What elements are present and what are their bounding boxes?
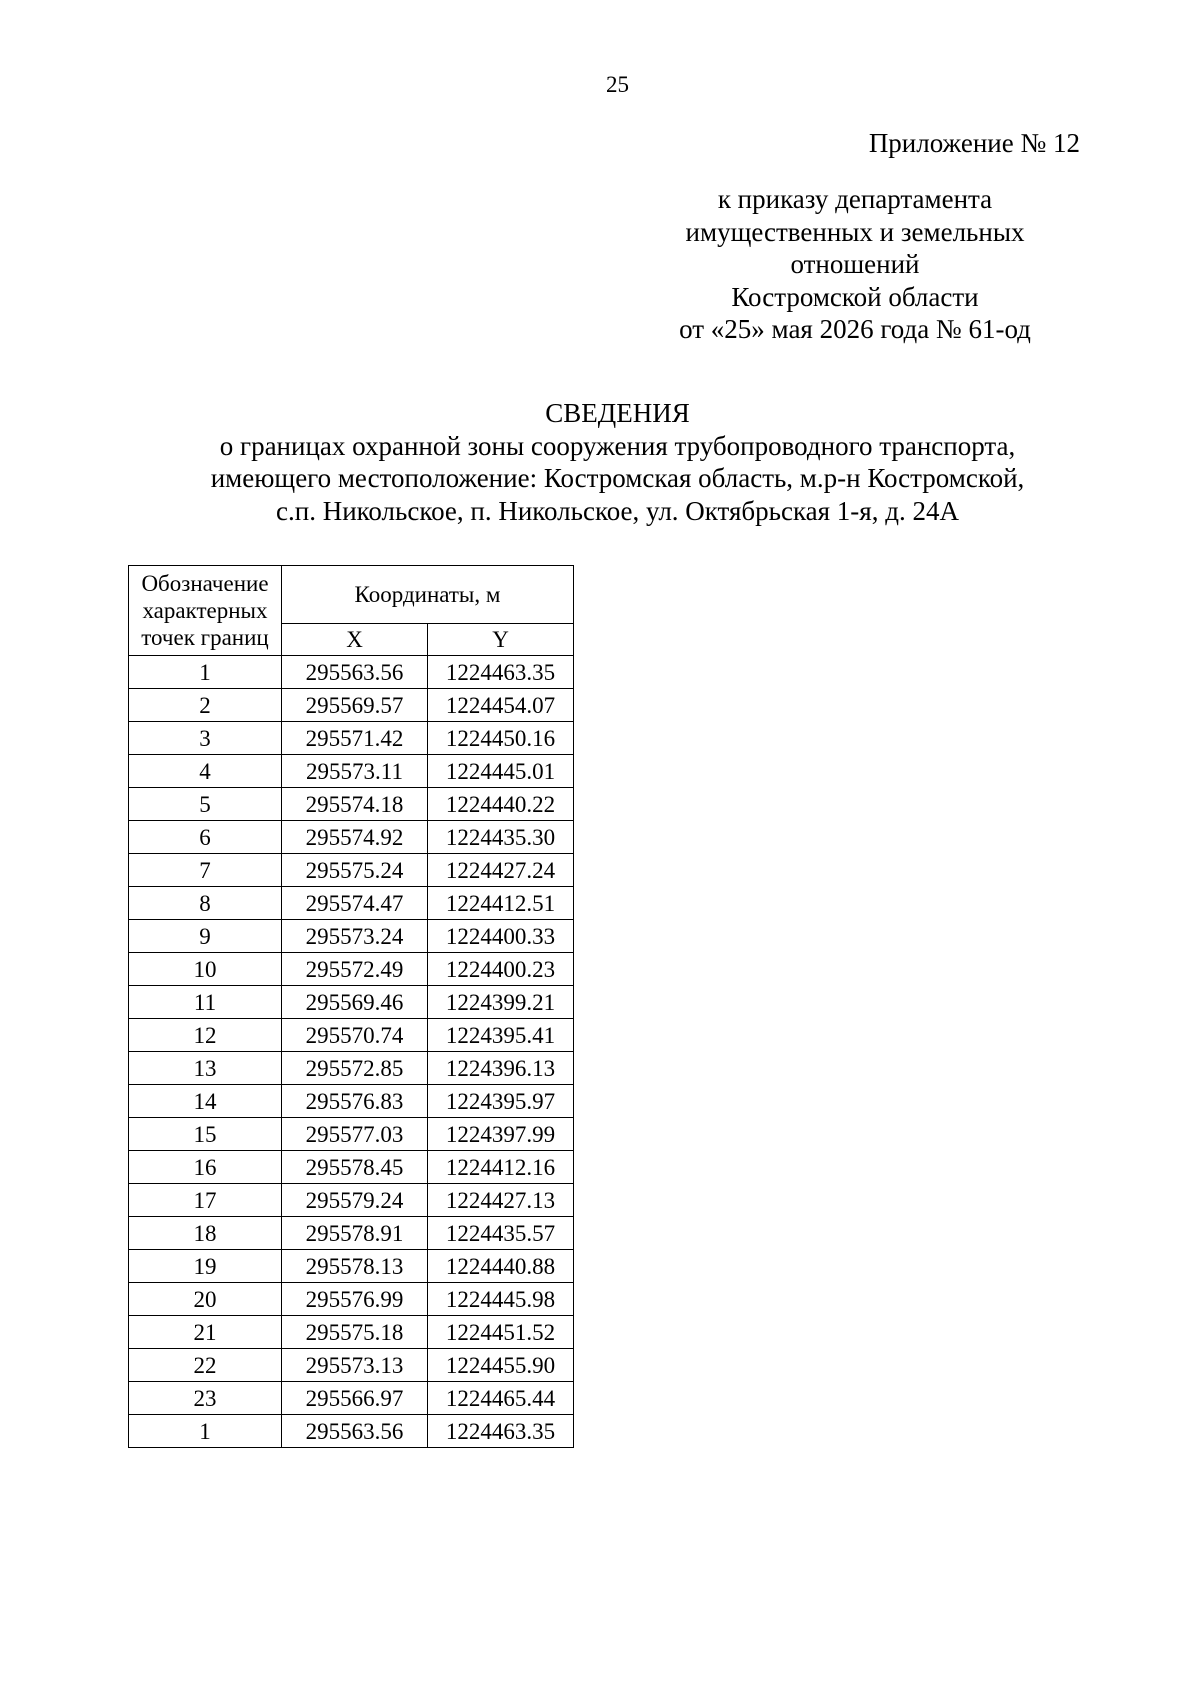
point-cell: 23 <box>129 1382 282 1415</box>
x-cell: 295573.11 <box>282 755 428 788</box>
y-cell: 1224399.21 <box>428 986 574 1019</box>
y-cell: 1224445.01 <box>428 755 574 788</box>
point-cell: 2 <box>129 689 282 722</box>
table-row <box>129 1217 574 1250</box>
point-cell: 3 <box>129 722 282 755</box>
x-cell: 295574.47 <box>282 887 428 920</box>
table-row <box>129 1085 574 1118</box>
point-cell: 11 <box>129 986 282 1019</box>
table-row <box>129 1250 574 1283</box>
header-x: X <box>282 624 428 656</box>
header-y: Y <box>428 624 574 656</box>
point-cell: 12 <box>129 1019 282 1052</box>
table-row <box>129 656 574 689</box>
y-cell: 1224400.33 <box>428 920 574 953</box>
x-cell: 295573.13 <box>282 1349 428 1382</box>
y-cell: 1224395.41 <box>428 1019 574 1052</box>
order-line: от «25» мая 2026 года № 61-од <box>679 314 1031 344</box>
table-row <box>129 1283 574 1316</box>
table-row <box>129 722 574 755</box>
y-cell: 1224427.13 <box>428 1184 574 1217</box>
coordinates-table-body <box>129 656 574 1448</box>
table-row <box>129 1184 574 1217</box>
x-cell: 295563.56 <box>282 1415 428 1448</box>
x-cell: 295574.18 <box>282 788 428 821</box>
point-cell: 19 <box>129 1250 282 1283</box>
order-line: имущественных и земельных <box>685 216 1025 247</box>
document-heading <box>0 397 1200 527</box>
table-row <box>129 1118 574 1151</box>
point-cell: 18 <box>129 1217 282 1250</box>
y-cell: 1224395.97 <box>428 1085 574 1118</box>
x-cell: 295563.56 <box>282 656 428 689</box>
table-row <box>129 953 574 986</box>
table-row <box>129 1316 574 1349</box>
y-cell: 1224463.35 <box>428 1415 574 1448</box>
table-row <box>129 986 574 1019</box>
y-cell: 1224427.24 <box>428 854 574 887</box>
x-cell: 295575.18 <box>282 1316 428 1349</box>
point-cell: 10 <box>129 953 282 986</box>
table-row <box>129 887 574 920</box>
heading-title: СВЕДЕНИЯ <box>545 398 690 428</box>
point-cell: 13 <box>129 1052 282 1085</box>
coordinates-table <box>128 565 574 1448</box>
point-cell: 5 <box>129 788 282 821</box>
table-row <box>129 920 574 953</box>
x-cell: 295578.91 <box>282 1217 428 1250</box>
header-coordinates: Координаты, м <box>282 566 574 624</box>
order-line: к приказу департамента <box>717 184 993 214</box>
y-cell: 1224412.51 <box>428 887 574 920</box>
table-row <box>129 1151 574 1184</box>
y-cell: 1224451.52 <box>428 1316 574 1349</box>
point-cell: 7 <box>129 854 282 887</box>
y-cell: 1224397.99 <box>428 1118 574 1151</box>
table-row <box>129 1019 574 1052</box>
table-row <box>129 755 574 788</box>
table-row <box>129 689 574 722</box>
x-cell: 295576.99 <box>282 1283 428 1316</box>
x-cell: 295578.13 <box>282 1250 428 1283</box>
point-cell: 20 <box>129 1283 282 1316</box>
x-cell: 295571.42 <box>282 722 428 755</box>
header-point-designation: Обозначение характерных точек границ <box>129 566 282 656</box>
y-cell: 1224445.98 <box>428 1283 574 1316</box>
x-cell: 295576.83 <box>282 1085 428 1118</box>
table-row <box>129 788 574 821</box>
point-cell: 4 <box>129 755 282 788</box>
y-cell: 1224463.35 <box>428 656 574 689</box>
point-cell: 21 <box>129 1316 282 1349</box>
y-cell: 1224412.16 <box>428 1151 574 1184</box>
order-line: Костромской области <box>731 281 979 312</box>
x-cell: 295566.97 <box>282 1382 428 1415</box>
y-cell: 1224435.30 <box>428 821 574 854</box>
y-cell: 1224435.57 <box>428 1217 574 1250</box>
y-cell: 1224450.16 <box>428 722 574 755</box>
point-cell: 1 <box>129 656 282 689</box>
x-cell: 295573.24 <box>282 920 428 953</box>
y-cell: 1224455.90 <box>428 1349 574 1382</box>
x-cell: 295572.85 <box>282 1052 428 1085</box>
y-cell: 1224454.07 <box>428 689 574 722</box>
table-row <box>129 854 574 887</box>
heading-line: о границах охранной зоны сооружения трубопроводного транспорта, <box>219 430 1016 461</box>
order-line: отношений <box>790 249 920 279</box>
order-reference <box>625 183 1085 346</box>
point-cell: 22 <box>129 1349 282 1382</box>
table-row <box>129 1052 574 1085</box>
x-cell: 295579.24 <box>282 1184 428 1217</box>
point-cell: 15 <box>129 1118 282 1151</box>
point-cell: 1 <box>129 1415 282 1448</box>
point-cell: 6 <box>129 821 282 854</box>
point-cell: 16 <box>129 1151 282 1184</box>
x-cell: 295570.74 <box>282 1019 428 1052</box>
x-cell: 295578.45 <box>282 1151 428 1184</box>
point-cell: 14 <box>129 1085 282 1118</box>
x-cell: 295575.24 <box>282 854 428 887</box>
heading-line: имеющего местоположение: Костромская область, м.р-н Костромской, <box>210 463 1025 493</box>
table-row <box>129 821 574 854</box>
point-cell: 9 <box>129 920 282 953</box>
y-cell: 1224440.88 <box>428 1250 574 1283</box>
heading-line: с.п. Никольское, п. Никольское, ул. Октябрьская 1-я, д. 24А <box>276 495 959 526</box>
page-number: 25 <box>606 72 629 97</box>
y-cell: 1224440.22 <box>428 788 574 821</box>
x-cell: 295572.49 <box>282 953 428 986</box>
point-cell: 8 <box>129 887 282 920</box>
table-row <box>129 1415 574 1448</box>
appendix-title: Приложение № 12 <box>868 128 1080 158</box>
y-cell: 1224465.44 <box>428 1382 574 1415</box>
x-cell: 295569.46 <box>282 986 428 1019</box>
x-cell: 295574.92 <box>282 821 428 854</box>
point-cell: 17 <box>129 1184 282 1217</box>
table-row <box>129 1349 574 1382</box>
y-cell: 1224396.13 <box>428 1052 574 1085</box>
x-cell: 295577.03 <box>282 1118 428 1151</box>
y-cell: 1224400.23 <box>428 953 574 986</box>
x-cell: 295569.57 <box>282 689 428 722</box>
table-row <box>129 1382 574 1415</box>
